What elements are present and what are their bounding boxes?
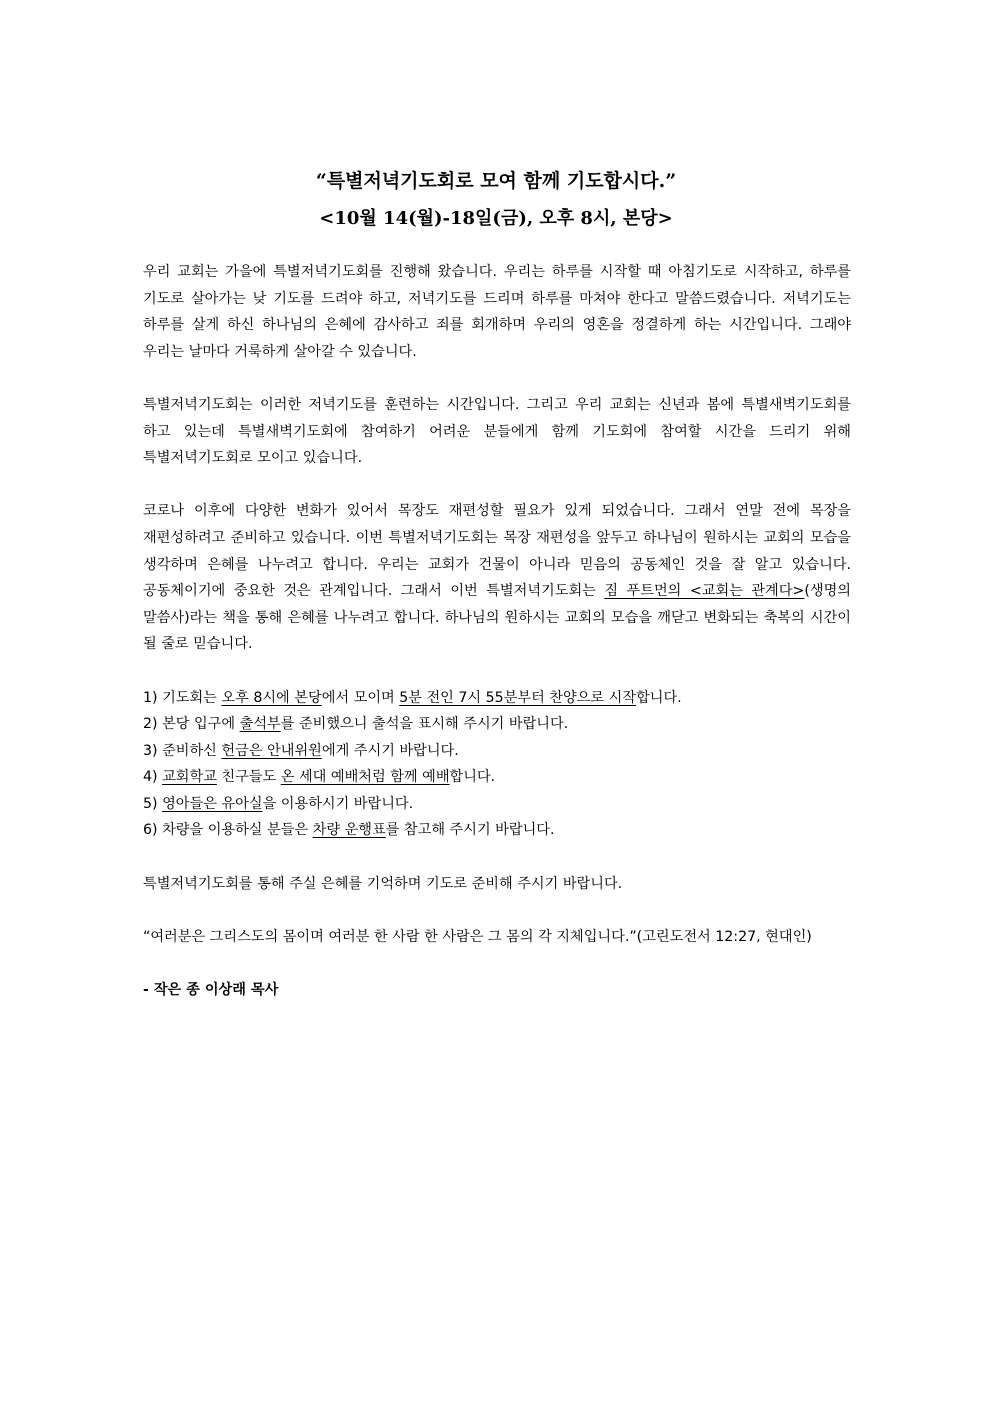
list-item <box>143 817 851 844</box>
paragraph-theme-text-a: 코로나 이후에 다양한 변화가 있어서 목장도 재편성할 필요가 있게 되었습니다. 그래서 연말 전에 목장을 재편성하려고 준비하고 있습니다. 이번 특별저녁기도회는 목장 재편성을 앞두고 하나님이 원하시는 교회의 모습을 생각하며 은혜를 나누려고 합니다. 우리는 교회가 건물이 아니라 믿음의 공동체인 것을 잘 알고 있습니다. 공동체이기에 중요한 것은 관계입니다. 그래서 이번 특별저녁기도회는 <box>143 503 851 600</box>
paragraph-closing: 특별저녁기도회를 통해 주실 은혜를 기억하며 기도로 준비해 주시기 바랍니다. <box>143 875 623 892</box>
book-title-underlined: 짐 푸트먼의 <교회는 관계다> <box>604 583 805 600</box>
list-item <box>143 685 851 712</box>
list-item <box>143 711 851 738</box>
list-underlined: 온 세대 예배처럼 함께 예배 <box>280 769 450 786</box>
paragraph-theme <box>143 498 851 658</box>
scripture-quote: “여러분은 그리스도의 몸이며 여러분 한 사람 한 사람은 그 몸의 각 지체입니다.”(고린도전서 12:27, 현대인) <box>143 928 812 945</box>
paragraph-intro: 우리 교회는 가을에 특별저녁기도회를 진행해 왔습니다. 우리는 하루를 시작할 때 아침기도로 시작하고, 하루를 기도로 살아가는 낮 기도를 드려야 하고, 저녁기도를 드리며 하루를 마쳐야 한다고 말씀드렸습니다. 저녁기도는 하루를 살게 하신 하나님의 은혜에 감사하고 죄를 회개하며 우리의 영혼을 정결하게 하는 시간입니다. 그래야 우리는 날마다 거룩하게 살아갈 수 있습니다. <box>143 264 851 360</box>
document-title: “특별저녁기도회로 모여 함께 기도합시다.” <box>315 170 677 192</box>
list-text: 합니다. <box>636 689 682 706</box>
list-underlined: 출석부 <box>239 716 281 733</box>
list-item <box>143 738 851 765</box>
list-underlined: 영아들은 유아실 <box>162 795 263 812</box>
list-text: 2) 본당 입구에 <box>143 716 240 733</box>
list-text: 를 참고해 주시기 바랍니다. <box>385 822 555 839</box>
list-text: 5) <box>143 795 163 812</box>
list-text: 1) 기도회는 <box>143 689 222 706</box>
signature: - 작은 종 이상래 목사 <box>143 982 279 999</box>
list-text: 3) 준비하신 <box>143 742 222 759</box>
list-underlined: 헌금은 안내위원 <box>221 742 322 759</box>
paragraph-purpose: 특별저녁기도회는 이러한 저녁기도를 훈련하는 시간입니다. 그리고 우리 교회는 신년과 봄에 특별새벽기도회를 하고 있는데 특별새벽기도회에 참여하기 어려운 분들에게 함께 기도회에 참여할 시간을 드리기 위해 특별저녁기도회로 모이고 있습니다. <box>143 396 852 467</box>
list-item <box>143 764 851 791</box>
paragraph-theme-text-b: (생명의 말씀사)라는 책을 통해 은혜를 나누려고 합니다. 하나님의 원하시는 교회의 모습을 깨닫고 변화되는 축복의 시간이 될 줄로 믿습니다. <box>143 583 852 653</box>
list-text: 친구들도 <box>216 769 281 786</box>
notice-list <box>143 685 851 845</box>
list-text: 에서 모이며 <box>321 689 400 706</box>
list-text: 합니다. <box>449 769 496 786</box>
list-text: 에게 주시기 바랍니다. <box>321 742 459 759</box>
list-text: 를 준비했으니 출석을 표시해 주시기 바랍니다. <box>280 716 569 733</box>
list-underlined: 오후 8시에 본당 <box>221 689 322 706</box>
list-underlined: 차량 운행표 <box>312 822 386 839</box>
document-body <box>143 259 851 1004</box>
document-subtitle: <10월 14(월)-18일(금), 오후 8시, 본당> <box>319 208 673 229</box>
list-text: 4) <box>143 769 163 786</box>
list-item <box>143 791 851 818</box>
list-underlined: 교회학교 <box>162 769 217 786</box>
list-text: 6) 차량을 이용하실 분들은 <box>143 822 313 839</box>
list-text: 을 이용하시기 바랍니다. <box>262 795 414 812</box>
list-underlined: 5분 전인 7시 55분부터 찬양으로 시작 <box>399 689 637 706</box>
